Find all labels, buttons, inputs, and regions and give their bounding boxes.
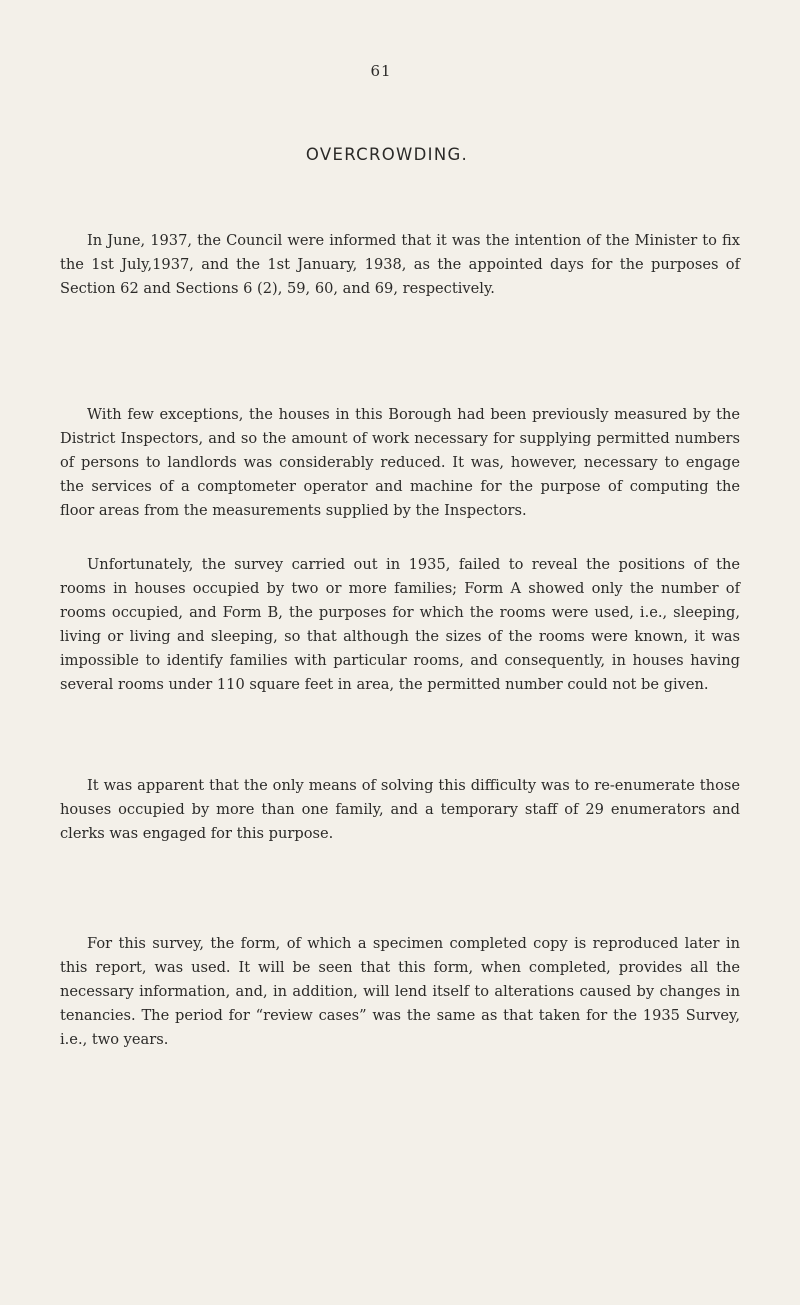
paragraph-5: For this survey, the form, of which a specimen completed copy is reproduced later in this report, was used. It will be seen that this form, when completed, provides all the necessary information, and, in addition, will lend itself to alterations caused by changes in tenancies. The period for “review cases” was the same as that taken for the 1935 Survey, i.e., two years. bbox=[60, 935, 740, 1048]
paragraph-4: It was apparent that the only means of solving this difficulty was to re-enumerate those houses occupied by more than one family, and a temporary staff of 29 enumerators and clerks was engaged for this purpose. bbox=[60, 777, 740, 842]
paragraph-1: In June, 1937, the Council were informed that it was the intention of the Minister to fix the 1st July,1937, and the 1st January, 1938, as the appointed days for the purposes of Section 62 and Sections 6 (2), 59, 60, and 69, respectively. bbox=[60, 232, 740, 297]
section-title: OVERCROWDING. bbox=[305, 145, 469, 164]
paragraph-2: With few exceptions, the houses in this Borough had been previously measured by the District Inspectors, and so the amount of work necessary for supplying permitted numbers of persons to landlords was considerably reduced. It was, however, necessary to engage the services of a comptometer operator and machine for the purpose of computing the floor areas from the measurements supplied by the Inspectors. bbox=[60, 406, 740, 519]
paragraph-3: Unfortunately, the survey carried out in 1935, failed to reveal the positions of the rooms in houses occupied by two or more families; Form A showed only the number of rooms occupied, and Form B, the purposes for which the rooms were used, i.e., sleeping, living or living and sleeping, so that although the sizes of the rooms were known, it was impossible to identify families with particular rooms, and consequently, in houses having several rooms under 110 square feet in area, the permitted number could not be given. bbox=[60, 556, 740, 693]
page-number: 61 bbox=[370, 62, 392, 80]
